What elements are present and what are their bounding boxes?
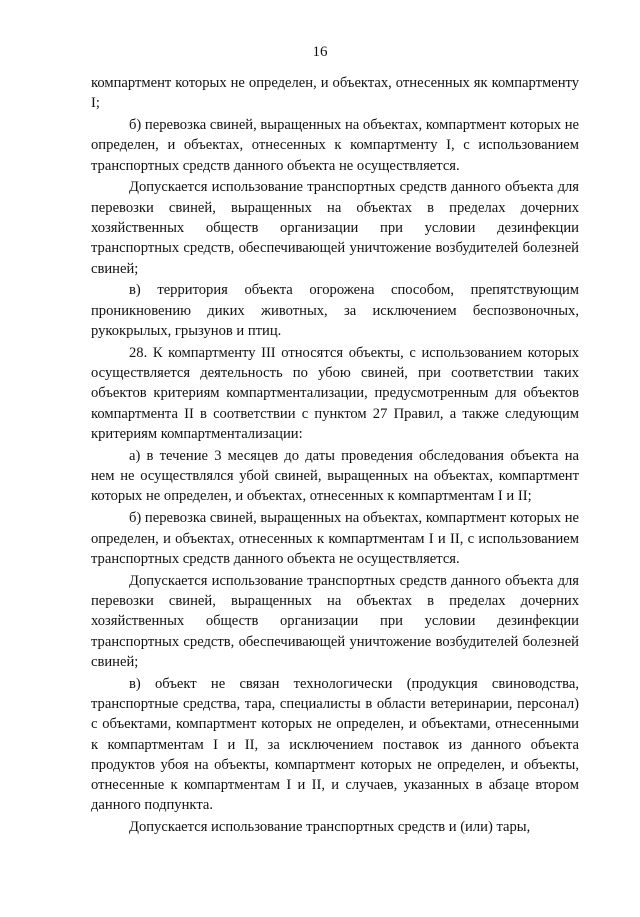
paragraph: Допускается использование транспортных средств и (или) тары,	[129, 819, 531, 836]
paragraph: б) перевозка свиней, выращенных на объектах, компартмент которых не определен, и объектах, отнесенных к компартменту I, с использованием транспортных средств данного объекта не осуществляется.	[91, 117, 580, 174]
document-body	[91, 73, 579, 839]
paragraph: а) в течение 3 месяцев до даты проведения обследования объекта на нем не осуществлялся убой свиней, выращенных на объектах, компартмент которых не определен, и объектах, отнесенных к компартментам I и II;	[91, 447, 579, 505]
paragraph: 28. К компартменту III относятся объекты, с использованием которых осуществляется деятельность по убою свиней, при соответствии таких объектов критериям компартментализации, предусмотренным для объектов компартмента II в соответствии с пунктом 27 Правил, а также следующим критериям компартментализации:	[91, 344, 579, 443]
paragraph: б) перевозка свиней, выращенных на объектах, компартмент которых не определен, и объектах, отнесенных к компартментам I и II, с использованием транспортных средств данного объекта не осуществляется.	[91, 510, 580, 567]
paragraph: Допускается использование транспортных средств данного объекта для перевозки свиней, выращенных на объектах в пределах дочерних хозяйственных обществ организации при условии дезинфекции транспортных средств, обеспечивающей уничтожение возбудителей болезней свиней;	[91, 179, 579, 277]
paragraph: компартмент которых не определен, и объектах, отнесенных як компартменту I;	[91, 75, 579, 112]
paragraph: в) объект не связан технологически (продукция свиноводства, транспортные средства, тара, специалисты в области ветеринарии, персонал) с объектами, компартмент которых не определен, и объектами, отнесенными к компартментам I и II, за исключением поставок из данного объекта продуктов убоя на объекты, компартмент которых не определен, и объекты, отнесенные к компартментам I и II, и случаев, указанных в абзаце втором данного подпункта.	[91, 675, 579, 814]
page-number: 16	[312, 44, 328, 60]
paragraph: в) территория объекта огорожена способом, препятствующим проникновению диких животных, за исключением беспозвоночных, рукокрылых, грызунов и птиц.	[91, 282, 579, 340]
paragraph: Допускается использование транспортных средств данного объекта для перевозки свиней, выращенных на объектах в пределах дочерних хозяйственных обществ организации при условии дезинфекции транспортных средств, обеспечивающей уничтожение возбудителей болезней свиней;	[91, 572, 579, 670]
